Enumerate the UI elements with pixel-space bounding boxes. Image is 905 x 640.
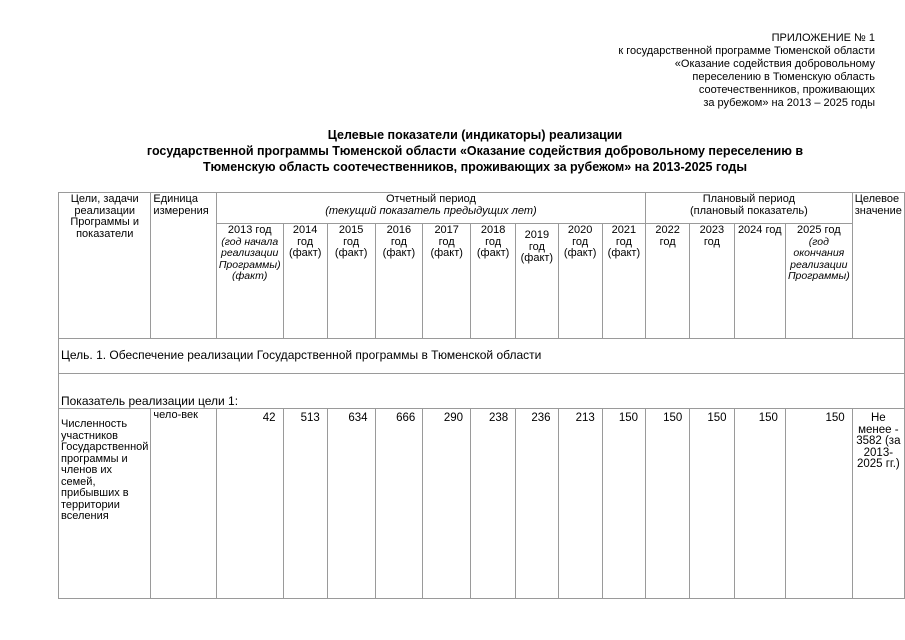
appendix-header xyxy=(545,32,875,110)
reporting-subtitle: (текущий показатель предыдущих лет) xyxy=(325,204,537,217)
goal-row: Цель. 1. Обеспечение реализации Государственной программы в Тюменской области xyxy=(59,339,905,374)
value-2023: 150 xyxy=(690,409,734,599)
reporting-title: Отчетный период xyxy=(385,193,476,205)
header-planned xyxy=(646,193,853,224)
value-2013: 42 xyxy=(216,409,283,599)
header-2024: 2024 год xyxy=(734,224,785,339)
year-2025-label: 2025 год xyxy=(797,224,841,236)
value-2024: 150 xyxy=(734,409,785,599)
header-2025 xyxy=(785,224,852,339)
header-2020: 2020 год (факт) xyxy=(558,224,602,339)
header-2014: 2014 год (факт) xyxy=(283,224,327,339)
header-2019: 2019 год (факт) xyxy=(516,224,558,339)
header-2023: 2023 год xyxy=(690,224,734,339)
year-2013-note: (год начала реализации Программы) (факт) xyxy=(218,235,281,282)
title-line: государственной программы Тюменской области «Оказание содействия добровольному переселению в xyxy=(146,144,804,158)
table-row xyxy=(59,409,905,599)
header-unit: Единица измерения xyxy=(151,193,216,339)
row-label: Численность участников Государственной программы и членов их семей, прибывших в территории вселения xyxy=(59,409,151,599)
appendix-line: к государственной программе Тюменской области xyxy=(618,45,875,57)
document-title xyxy=(60,127,890,175)
year-2025-note: (год окончания реализации Программы) xyxy=(787,235,850,282)
appendix-line: соотечественников, проживающих xyxy=(698,84,875,96)
header-goals: Цели, задачи реализации Программы и показатели xyxy=(59,193,151,339)
year-2013-label: 2013 год xyxy=(227,224,272,236)
value-2018: 238 xyxy=(471,409,516,599)
header-2013 xyxy=(216,224,283,339)
value-2015: 634 xyxy=(327,409,375,599)
target-value: Не менее - 3582 (за 2013-2025 гг.) xyxy=(852,409,904,599)
title-line: Тюменскую область соотечественников, проживающих за рубежом» на 2013-2025 годы xyxy=(202,160,748,174)
row-unit: чело-век xyxy=(151,409,216,599)
value-2019: 236 xyxy=(516,409,558,599)
title-line: Целевые показатели (индикаторы) реализации xyxy=(327,128,623,142)
appendix-line: «Оказание содействия добровольному xyxy=(674,58,875,70)
header-2016: 2016 год (факт) xyxy=(375,224,423,339)
value-2020: 213 xyxy=(558,409,602,599)
value-2021: 150 xyxy=(602,409,645,599)
appendix-line: ПРИЛОЖЕНИЕ № 1 xyxy=(771,32,875,44)
header-target: Целевое значение xyxy=(852,193,904,339)
header-2021: 2021 год (факт) xyxy=(602,224,645,339)
value-2014: 513 xyxy=(283,409,327,599)
header-2017: 2017 год (факт) xyxy=(423,224,471,339)
planned-subtitle: (плановый показатель) xyxy=(689,204,808,217)
value-2016: 666 xyxy=(375,409,423,599)
header-2015: 2015 год (факт) xyxy=(327,224,375,339)
value-2017: 290 xyxy=(423,409,471,599)
value-2025: 150 xyxy=(785,409,852,599)
planned-title: Плановый период xyxy=(702,193,795,205)
value-2022: 150 xyxy=(646,409,690,599)
appendix-line: переселению в Тюменскую область xyxy=(692,71,875,83)
header-2022: 2022 год xyxy=(646,224,690,339)
appendix-line: за рубежом» на 2013 – 2025 годы xyxy=(703,97,875,109)
header-reporting xyxy=(216,193,645,224)
indicator-row: Показатель реализации цели 1: xyxy=(59,374,905,409)
header-2018: 2018 год (факт) xyxy=(471,224,516,339)
indicators-table xyxy=(58,192,905,599)
